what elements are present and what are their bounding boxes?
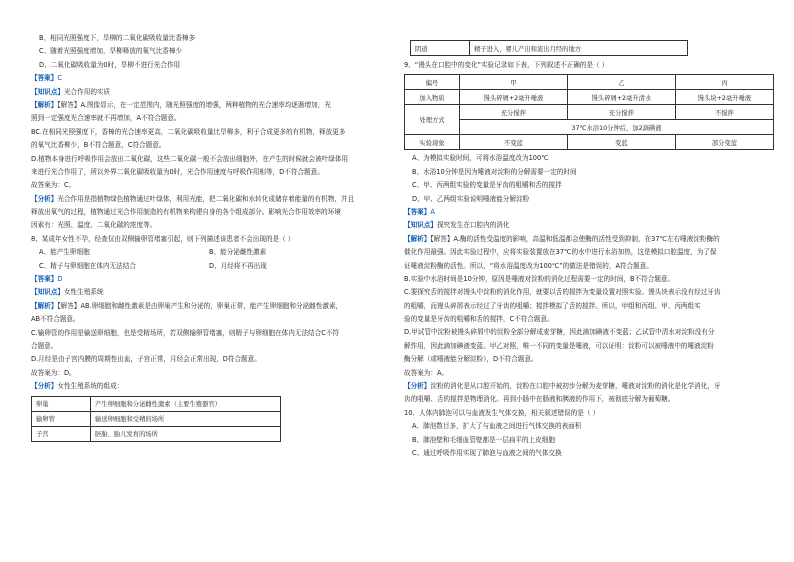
table-row bbox=[405, 135, 774, 150]
q9-explanation-1 bbox=[404, 235, 774, 244]
vagina-row-table bbox=[410, 40, 688, 56]
q9-option-d: D、甲、乙两组实验说明唾液能分解淀粉 bbox=[412, 194, 530, 203]
table-cell: 变蓝 bbox=[567, 135, 675, 150]
analysis-tag: 【分析】 bbox=[404, 382, 431, 391]
table-cell: 输卵管 bbox=[32, 411, 91, 426]
table-row bbox=[32, 396, 281, 411]
q9-explanation-8: D.甲试管中淀粉被馒头碎屑中的淀粉全部分解成麦芽糖，因此滴加碘液不变蓝；乙试管中清水对淀粉没有分 bbox=[404, 328, 715, 337]
q7-option-d: D、二氧化碳吸收量为0时，旱柳不进行光合作用 bbox=[39, 60, 181, 69]
explanation-text: 【解答】A.酶的活性受温度的影响，高温和低温都会使酶的活性受到抑制，在37℃左右唾液淀粉酶的 bbox=[430, 234, 720, 243]
q7-final-answer: 故答案为：C。 bbox=[31, 181, 76, 190]
q10-option-b: B、肺泡壁和毛细血管壁都是一层扁平的上皮细胞 bbox=[412, 435, 555, 444]
q9-explanation-4: B.实验中水浴时间是10分钟，原因是唾液对淀粉的消化过程需要一定的时间，B不符合题意。 bbox=[404, 274, 675, 283]
q7-explanation-3: BC.在相同光照强度下，香樟的光合速率更高，二氧化碳吸收量比旱柳多，利于合成更多的有机物，释放更多 bbox=[31, 127, 346, 136]
q8-final-answer: 故答案为：D。 bbox=[31, 368, 76, 377]
explanation-text: 【解答】A.图像显示，在一定范围内，随光照强度的增强，两种植物的光合速率均逐渐增加，光 bbox=[57, 100, 331, 109]
q10-stem: 10、人体内肺泡可以与血液发生气体交换，相关叙述错误的是（ ） bbox=[404, 408, 600, 417]
q8-explanation-1 bbox=[31, 302, 386, 311]
q8-options-row-1 bbox=[31, 248, 386, 257]
q9-explanation-7: 验的变量是牙齿的咀嚼和舌的搅拌，C不符合题意。 bbox=[404, 315, 554, 324]
analysis-tag: 【分析】 bbox=[31, 194, 58, 203]
knowledge-tag: 【知识点】 bbox=[31, 288, 64, 297]
q9-explanation-10: 酶分解（或唾液能分解淀粉），D不符合题意。 bbox=[404, 355, 538, 364]
q9-explanation-5: C.要探究舌的搅拌对馒头中淀粉的消化作用，就要以舌的搅拌为变量设置对照实验。馒头块表示没有经过牙齿 bbox=[404, 288, 721, 297]
answer-value: D bbox=[57, 275, 63, 284]
table-cell: 馒头碎屑+2毫升清水 bbox=[567, 90, 675, 105]
knowledge-value: 探究发生在口腔内的消化 bbox=[436, 221, 510, 230]
table-row bbox=[32, 411, 281, 426]
answer-tag: 【答案】 bbox=[404, 207, 431, 216]
q8-explanation-3: C.输卵管的作用是输送卵细胞，也是受精场所，若双侧输卵管堵塞，则精子与卵细胞在体内无法结合C不符 bbox=[31, 328, 340, 337]
table-cell: 实验现象 bbox=[405, 135, 460, 150]
q9-final-answer: 故答案为：A。 bbox=[404, 368, 449, 377]
q9-explanation-6: 的咀嚼，而馒头碎屑表示经过了牙齿的咀嚼；搅拌模拟了舌的搅拌。所以，甲组和丙组、甲、丙两组实 bbox=[404, 301, 701, 310]
q9-stem: 9、“馒头在口腔中的变化”实验记录如下表，下列叙述不正确的是（ ） bbox=[404, 61, 609, 69]
analysis-text: 光合作用是指植物绿色植物通过叶绿体，利用光能，把二氧化碳和水转化成储存着能量的有机物，并且 bbox=[57, 194, 355, 203]
answer-value: C bbox=[57, 74, 62, 83]
table-cell: 输送卵细胞和受精的场所 bbox=[91, 411, 281, 426]
q9-option-b: B、水浴10分钟是因为唾液对淀粉的分解需要一定的时间 bbox=[412, 167, 577, 176]
experiment-table bbox=[404, 74, 774, 150]
q9-knowledge-point bbox=[404, 221, 774, 230]
q8-answer bbox=[31, 275, 386, 284]
q8-option-d: D、月经将不再出现 bbox=[209, 261, 267, 270]
answer-tag: 【答案】 bbox=[31, 275, 58, 284]
q10-option-c: C、通过呼吸作用实现了肺泡与血液之间的气体交换 bbox=[412, 448, 562, 457]
table-cell: 阴道 bbox=[411, 41, 470, 56]
table-cell: 37℃水浴10分钟后，加2滴碘液 bbox=[460, 120, 774, 135]
explanation-tag: 【解析】 bbox=[404, 234, 431, 243]
q7-analysis-2: 释放出氧气的过程，植物通过光合作用制造的有机物来构建自身的各个组成部分。影响光合作用效率的环境 bbox=[31, 208, 341, 217]
q9-answer bbox=[404, 208, 774, 217]
analysis-tag: 【分析】 bbox=[31, 382, 58, 391]
q8-option-a: A、能产生卵细胞 bbox=[39, 248, 90, 257]
table-cell: 馒头块+2毫升唾液 bbox=[675, 90, 773, 105]
q9-analysis-1 bbox=[404, 382, 774, 391]
table-cell: 加入物质 bbox=[405, 90, 460, 105]
q8-explanation-2: AB不符合题意。 bbox=[31, 315, 80, 324]
knowledge-tag: 【知识点】 bbox=[404, 221, 437, 230]
q8-knowledge-point bbox=[31, 288, 386, 297]
q7-knowledge-point bbox=[31, 88, 386, 97]
table-cell: 胚胎、胎儿发育的场所 bbox=[91, 426, 281, 441]
q7-explanation-6: 来进行光合作用了，所以外界二氧化碳吸收量为0时，光合作用速度与呼吸作用相等，D不符合题意。 bbox=[31, 167, 324, 176]
q7-option-c: C、随着光照强度增加，旱柳释放的氧气比香樟少 bbox=[39, 47, 183, 56]
q10-option-a: A、肺泡数目多，扩大了与血液之间进行气体交换的表面积 bbox=[412, 422, 582, 431]
table-cell: 部分变蓝 bbox=[675, 135, 773, 150]
table-cell: 精子进入，婴儿产出和流出月经的地方 bbox=[470, 41, 688, 56]
knowledge-value: 光合作用的实质 bbox=[63, 87, 111, 96]
analysis-text: 淀粉的消化是从口腔开始的，淀粉在口腔中被初步分解为麦芽糖，唾液对淀粉的消化是化学消化，牙 bbox=[430, 382, 721, 391]
table-cell: 充分搅拌 bbox=[460, 105, 568, 120]
q8-options-row-2 bbox=[31, 262, 386, 271]
knowledge-tag: 【知识点】 bbox=[31, 87, 64, 96]
q7-explanation-2: 照到一定强度光合速率就不再增加，A不符合题意。 bbox=[31, 114, 181, 123]
q8-explanation-4: 合题意。 bbox=[31, 341, 58, 350]
q9-option-c: C、甲、丙两组实验的变量是牙齿的咀嚼和舌的搅拌 bbox=[412, 181, 562, 190]
q7-explanation-5: D.植物本身进行呼吸作用会放出二氧化碳，这些二氧化碳一般不会放出细胞外，在产生的时候就会被叶绿体用 bbox=[31, 154, 349, 163]
table-header: 编号 bbox=[405, 75, 460, 90]
q8-explanation-5: D.月经是由子宫内膜的周期性出血，子宫正常，月经会正常出现，D符合题意。 bbox=[31, 355, 261, 364]
q7-analysis-3: 因素有：光照、温度、二氧化碳的浓度等。 bbox=[31, 221, 157, 230]
table-row bbox=[411, 41, 688, 56]
reproductive-organ-table bbox=[31, 396, 281, 442]
q7-answer bbox=[31, 74, 386, 83]
answer-value: A bbox=[430, 207, 435, 216]
table-cell: 卵巢 bbox=[32, 396, 91, 411]
q9-option-a: A、为模拟实验时间，可将水浴温度改为100℃ bbox=[412, 154, 549, 163]
table-row bbox=[32, 426, 281, 441]
q9-explanation-9: 解作用，因此滴加碘液变蓝。甲乙对照，唯一不同的变量是唾液，可以证明：淀粉可以被唾液中的唾液淀粉 bbox=[404, 341, 714, 350]
right-column bbox=[404, 40, 774, 462]
q9-analysis-2: 齿的咀嚼、舌的搅拌是物理消化。再到小肠中在肠液和胰液的作用下，被彻底分解为葡萄糖。 bbox=[404, 395, 675, 404]
left-column bbox=[31, 34, 386, 442]
answer-tag: 【答案】 bbox=[31, 74, 58, 83]
table-row bbox=[405, 120, 774, 135]
table-cell: 子宫 bbox=[32, 426, 91, 441]
table-header: 甲 bbox=[460, 75, 568, 90]
q8-option-b: B、能分泌雌性激素 bbox=[209, 248, 267, 257]
explanation-text: 【解答】AB.卵细胞和雌性激素是由卵巢产生和分泌的，卵巢正常，能产生卵细胞和分泌雌性激素， bbox=[57, 301, 343, 310]
q9-explanation-2: 催化作用最强。因此实验过程中，应将实验装置放在37℃的水中进行水浴加热，这是模拟口腔温度，为了保 bbox=[404, 248, 717, 257]
table-header-row bbox=[405, 75, 774, 90]
q9-explanation-3: 证唾液淀粉酶的活性。所以，“将水浴温度改为100℃”的做法是错误的，A符合题意。 bbox=[404, 261, 653, 270]
table-cell: 不搅拌 bbox=[675, 105, 773, 120]
q7-option-b: B、相同光照强度下，旱柳的二氧化碳吸收量比香樟多 bbox=[39, 34, 196, 42]
table-cell: 馒头碎屑+2毫升唾液 bbox=[460, 90, 568, 105]
table-cell: 充分搅拌 bbox=[567, 105, 675, 120]
q8-option-c: C、精子与卵细胞在体内无法结合 bbox=[39, 261, 136, 270]
q7-explanation-1 bbox=[31, 101, 386, 110]
table-header: 乙 bbox=[567, 75, 675, 90]
table-cell: 处理方式 bbox=[405, 105, 460, 135]
q8-stem: 8、某成年女性不孕，经查仅由双侧输卵管堵塞引起，则下列描述该患者不会出现的是（ ） bbox=[31, 234, 295, 243]
knowledge-value: 女性生殖系统 bbox=[63, 288, 104, 297]
table-header: 丙 bbox=[675, 75, 773, 90]
table-cell: 不变蓝 bbox=[460, 135, 568, 150]
table-cell: 产生卵细胞和分泌雌性激素（主要生殖器官） bbox=[91, 396, 281, 411]
analysis-text: 女性生殖系统的组成： bbox=[57, 382, 124, 391]
table-row bbox=[405, 105, 774, 120]
q7-analysis-1 bbox=[31, 195, 386, 204]
q8-analysis bbox=[31, 382, 386, 391]
table-row bbox=[405, 90, 774, 105]
explanation-tag: 【解析】 bbox=[31, 301, 58, 310]
explanation-tag: 【解析】 bbox=[31, 100, 58, 109]
q7-explanation-4: 的氧气比香柳少，B不符合题意，C符合题意。 bbox=[31, 141, 166, 150]
